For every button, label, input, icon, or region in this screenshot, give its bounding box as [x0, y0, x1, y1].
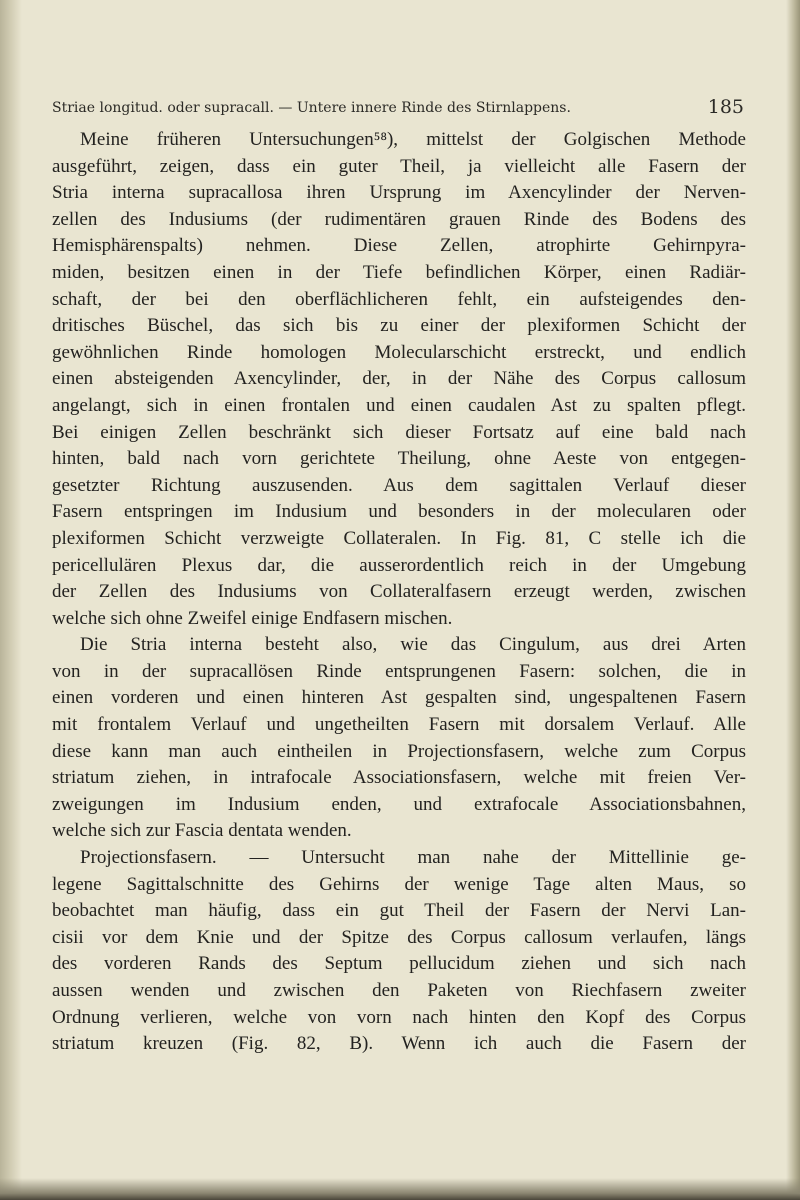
text-line: striatum ziehen, in intrafocale Associationsfasern, welche mit freien Ver-	[52, 767, 746, 789]
text-line: dritisches Büschel, das sich bis zu einer der plexiformen Schicht der	[52, 315, 746, 337]
text-line: Stria interna supracallosa ihren Ursprung im Axencylinder der Nerven-	[52, 182, 746, 204]
text-line: Fasern entspringen im Indusium und besonders in der molecularen oder	[52, 501, 746, 523]
text-line: zweigungen im Indusium enden, und extrafocale Associationsbahnen,	[52, 793, 746, 815]
text-line: hinten, bald nach vorn gerichtete Theilung, ohne Aeste von entgegen-	[52, 448, 746, 470]
text-line: plexiformen Schicht verzweigte Collateralen. In Fig. 81, C stelle ich die	[52, 527, 746, 549]
text-line: welche sich zur Fascia dentata wenden.	[52, 820, 352, 842]
page-bottom-edge	[0, 1178, 800, 1200]
page-number: 185	[707, 96, 744, 118]
text-line: Bei einigen Zellen beschränkt sich dieser Fortsatz auf eine bald nach	[52, 421, 746, 443]
text-line: Ordnung verlieren, welche von vorn nach hinten den Kopf des Corpus	[52, 1006, 746, 1028]
text-line: beobachtet man häufig, dass ein gut Theil der Fasern der Nervi Lan-	[52, 900, 746, 922]
text-line: aussen wenden und zwischen den Paketen von Riechfasern zweiter	[52, 980, 746, 1001]
text-line: striatum kreuzen (Fig. 82, B). Wenn ich auch die Fasern der	[52, 1033, 746, 1055]
text-line: diese kann man auch eintheilen in Projectionsfasern, welche zum Corpus	[52, 740, 746, 762]
text-line: von in der supracallösen Rinde entsprungenen Fasern: solchen, die in	[52, 660, 746, 682]
text-line: gesetzter Richtung auszusenden. Aus dem sagittalen Verlauf dieser	[52, 474, 746, 496]
text-line: pericellulären Plexus dar, die ausserordentlich reich in der Umgebung	[52, 554, 746, 576]
text-line: legene Sagittalschnitte des Gehirns der wenige Tage alten Maus, so	[52, 873, 746, 895]
text-line: angelangt, sich in einen frontalen und einen caudalen Ast zu spalten pflegt.	[52, 394, 746, 416]
text-line: zellen des Indusiums (der rudimentären grauen Rinde des Bodens des	[52, 208, 746, 230]
text-line: ausgeführt, zeigen, dass ein guter Theil, ja vielleicht alle Fasern der	[52, 155, 746, 177]
page-right-edge	[786, 0, 800, 1200]
text-line: des vorderen Rands des Septum pellucidum ziehen und sich nach	[52, 953, 746, 975]
text-line: cisii vor dem Knie und der Spitze des Corpus callosum verlaufen, längs	[52, 926, 746, 948]
running-title: Striae longitud. oder supracall. — Untere innere Rinde des Stirnlappens.	[52, 100, 571, 116]
text-line: schaft, der bei den oberflächlicheren fehlt, ein aufsteigendes den-	[52, 288, 746, 310]
text-line: gewöhnlichen Rinde homologen Molecularschicht erstreckt, und endlich	[52, 341, 746, 363]
body-text	[52, 127, 746, 1058]
text-line: Projectionsfasern. — Untersucht man nahe der Mittellinie ge-	[80, 847, 746, 869]
page-gutter-shadow	[0, 0, 22, 1200]
text-line: einen vorderen und einen hinteren Ast gespalten sind, ungespaltenen Fasern	[52, 687, 746, 709]
text-line: Die Stria interna besteht also, wie das Cingulum, aus drei Arten	[80, 634, 746, 656]
text-line: miden, besitzen einen in der Tiefe befindlichen Körper, einen Radiär-	[52, 261, 746, 283]
text-line: welche sich ohne Zweifel einige Endfasern mischen.	[52, 607, 453, 629]
text-line: mit frontalem Verlauf und ungetheilten Fasern mit dorsalem Verlauf. Alle	[52, 714, 746, 736]
running-head	[52, 96, 744, 118]
text-line: Meine früheren Untersuchungen⁵⁸), mittelst der Golgischen Methode	[80, 129, 746, 150]
text-line: Hemisphärenspalts) nehmen. Diese Zellen, atrophirte Gehirnpyra-	[52, 235, 746, 257]
text-line: der Zellen des Indusiums von Collateralfasern erzeugt werden, zwischen	[52, 581, 746, 603]
text-line: einen absteigenden Axencylinder, der, in der Nähe des Corpus callosum	[52, 368, 746, 390]
